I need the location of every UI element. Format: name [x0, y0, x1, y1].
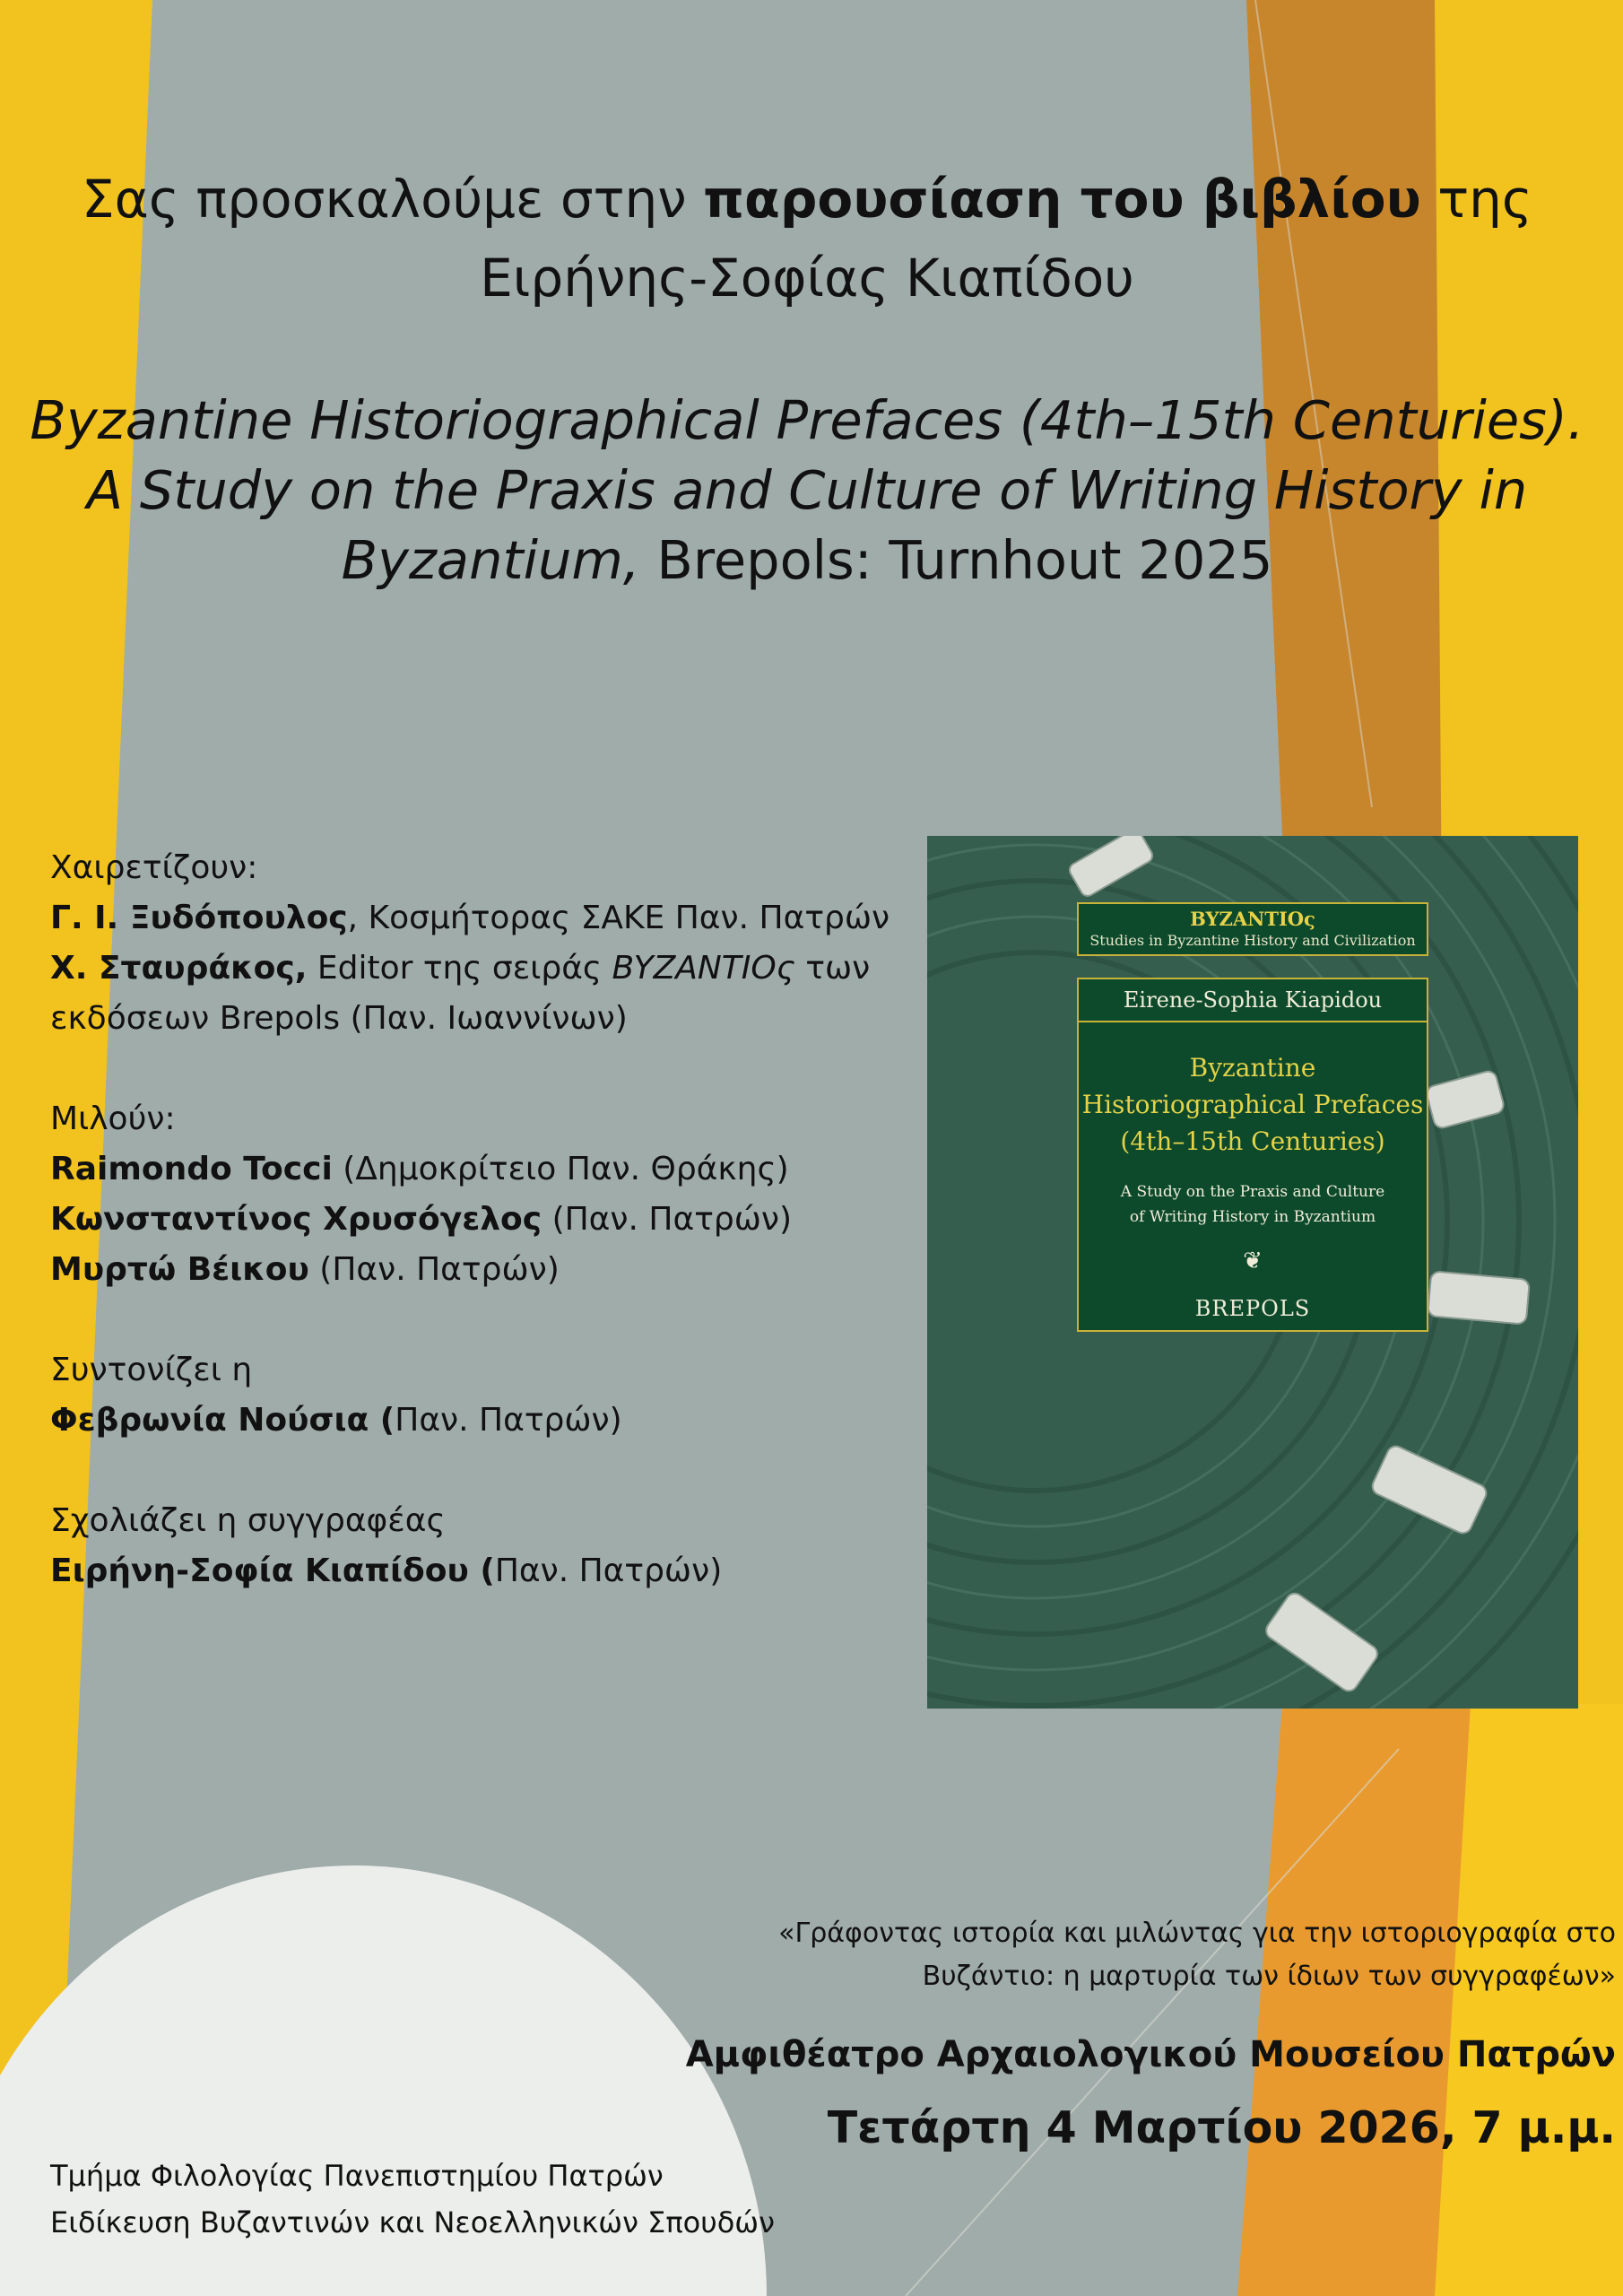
speaker-name: Raimondo Tocci [50, 1151, 333, 1187]
invitation-headline [36, 160, 1578, 317]
cover-title-line: (4th–15th Centuries) [1120, 1126, 1385, 1156]
greeter-1-name: Γ. Ι. Ξυδόπουλος [50, 900, 348, 936]
headline-line1 [36, 160, 1578, 239]
lecture-title [629, 1912, 1616, 1998]
greeter-1-role: , Κοσμήτορας ΣΑΚΕ Παν. Πατρών [347, 900, 890, 936]
book-title [27, 386, 1587, 596]
book-cover-image [927, 836, 1578, 1709]
book-title-line3 [27, 526, 1587, 596]
author-name: Ειρήνη-Σοφία Κιαπίδου ( [50, 1552, 495, 1589]
speaker-affiliation: (Παν. Πατρών) [308, 1251, 560, 1288]
event-program [50, 843, 929, 1596]
moderator-name: Φεβρωνία Νούσια ( [50, 1402, 395, 1439]
cover-author: Eirene-Sophia Kiapidou [1123, 987, 1383, 1013]
cover-subtitle: A Study on the Praxis and Culture of Writing History in Byzantium [1120, 1183, 1385, 1226]
greeter-2-role-cont: των [794, 950, 871, 987]
greeter-1 [50, 893, 929, 944]
lecture-title-line: «Γράφοντας ιστορία και μιλώντας για την ιστοριογραφία στο [778, 1918, 1616, 1949]
moderator-label: Συντονίζει η [50, 1352, 253, 1388]
headline-text-end: της [1420, 169, 1532, 230]
speaker-name: Μυρτώ Βέικου [50, 1251, 309, 1288]
speaker [50, 1195, 929, 1245]
lecture-title-line: Βυζάντιο: η μαρτυρία των ίδιων των συγγραφέων» [922, 1961, 1616, 1992]
speaker-affiliation: (Παν. Πατρών) [542, 1201, 793, 1238]
publisher-logo-icon: ❦ [1243, 1248, 1263, 1274]
author [50, 1546, 929, 1596]
author-name-headline: Ειρήνης-Σοφίας Κιαπίδου [480, 248, 1134, 309]
cover-divider [1079, 1021, 1427, 1022]
author-comment-label: Σχολιάζει η συγγραφέας [50, 1502, 446, 1539]
speaker-name: Κωνσταντίνος Χρυσόγελος [50, 1201, 542, 1238]
greeter-2-role: Editor της σειράς [307, 950, 612, 987]
speaker [50, 1144, 929, 1195]
cover-title [1079, 1049, 1427, 1160]
series-name: BYZANTIOς [612, 950, 795, 987]
speaker-affiliation: (Δημοκρίτειο Παν. Θράκης) [332, 1151, 789, 1187]
organizer-specialization: Ειδίκευση Βυζαντινών και Νεοελληνικών Σπουδών [50, 2205, 775, 2239]
organizer [50, 2152, 839, 2246]
speaker [50, 1245, 929, 1295]
greeter-2 [50, 944, 929, 994]
cover-series-subtitle: Studies in Byzantine History and Civilization [1089, 932, 1416, 949]
greetings-label: Χαιρετίζουν: [50, 849, 258, 886]
cover-publisher: BREPOLS [1194, 1296, 1311, 1321]
author-affiliation: Παν. Πατρών) [494, 1552, 723, 1589]
moderator-affiliation: Παν. Πατρών) [395, 1402, 622, 1439]
cover-title-line: Historiographical Prefaces [1081, 1090, 1424, 1119]
headline-bold-text: παρουσίαση του βιβλίου [703, 169, 1421, 230]
speakers-label: Μιλούν: [50, 1100, 176, 1137]
moderator [50, 1396, 929, 1446]
book-title-line1: Byzantine Historiographical Prefaces (4th–15th Centuries). [30, 389, 1584, 451]
event-venue: Αμφιθέατρο Αρχαιολογικού Μουσείου Πατρών [685, 2034, 1616, 2075]
cover-title-box [1077, 978, 1428, 1332]
cover-title-line: Byzantine [1189, 1053, 1316, 1083]
headline-text: Σας προσκαλούμε στην [82, 169, 704, 230]
book-publisher-info: Brepols: Turnhout 2025 [639, 529, 1273, 591]
greeter-2-name: Χ. Σταυράκος, [50, 950, 308, 987]
cover-series-box [1077, 902, 1428, 956]
event-date: Τετάρτη 4 Μαρτίου 2026, 7 μ.μ. [827, 2102, 1616, 2153]
greeter-2-role-line2: εκδόσεων Brepols (Παν. Ιωαννίνων) [50, 1000, 628, 1037]
cover-series-title: BYZANTIOς [1190, 908, 1315, 930]
organizer-department: Τμήμα Φιλολογίας Πανεπιστημίου Πατρών [50, 2159, 664, 2193]
book-title-italic-end: Byzantium, [341, 529, 640, 591]
book-title-line2: A Study on the Praxis and Culture of Writing History in [86, 459, 1528, 521]
